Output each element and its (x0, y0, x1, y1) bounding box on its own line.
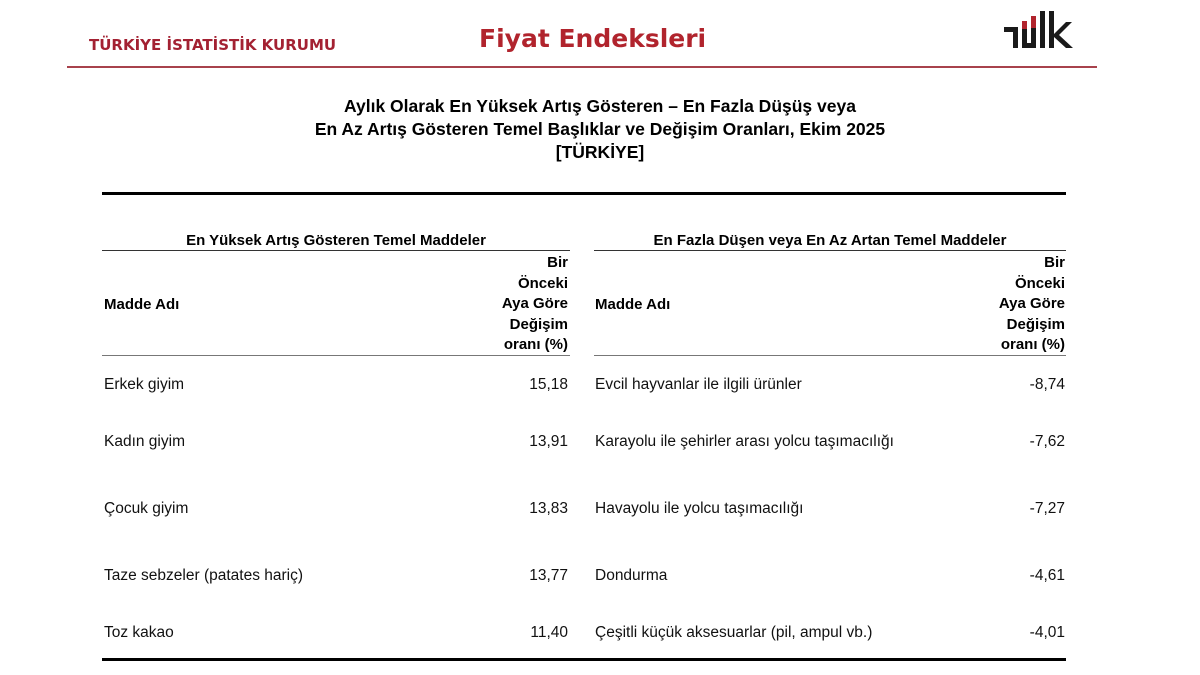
table-row-name: Evcil hayvanlar ile ilgili ürünler (595, 376, 802, 393)
table-row-value: -4,01 (1029, 624, 1065, 641)
title-line-2: En Az Artış Gösteren Temel Başlıklar ve Değişim Oranları, Ekim 2025 (314, 119, 886, 139)
table-row-name: Çocuk giyim (104, 500, 189, 517)
top-table-rule (102, 192, 1066, 195)
table-row-name: Dondurma (595, 567, 668, 584)
table-row-value: -7,62 (1029, 433, 1065, 450)
bottom-table-rule (102, 658, 1066, 661)
table-row-name: Erkek giyim (104, 376, 185, 393)
title-line-1: Aylık Olarak En Yüksek Artış Gösteren – En Fazla Düşüş veya (344, 96, 856, 116)
org-name: TÜRKİYE İSTATİSTİK KURUMU (89, 36, 337, 54)
page-title: Fiyat Endeksleri (479, 24, 707, 53)
table-row-value: 13,83 (529, 500, 568, 517)
right-section-rule (594, 250, 1066, 251)
table-row-name: Toz kakao (104, 624, 174, 641)
table-row-value: 11,40 (530, 624, 568, 641)
table-row-name: Çeşitli küçük aksesuarlar (pil, ampul vb.) (595, 624, 873, 641)
right-section-title: En Fazla Düşen veya En Az Artan Temel Maddeler (653, 232, 1007, 249)
header-divider (67, 66, 1097, 68)
table-row-value: -8,74 (1029, 376, 1065, 393)
table-row-value: 15,18 (529, 376, 568, 393)
table-row-name: Taze sebzeler (patates hariç) (104, 567, 304, 584)
tuik-logo-icon (1002, 10, 1074, 50)
table-row-value: 13,77 (529, 567, 568, 584)
table-row-value: -7,27 (1029, 500, 1065, 517)
table-row-name: Havayolu ile yolcu taşımacılığı (595, 500, 804, 517)
left-section-title: En Yüksek Artış Gösteren Temel Maddeler (186, 232, 486, 249)
table-row-value: 13,91 (529, 433, 568, 450)
right-col-header-name: Madde Adı (595, 296, 671, 313)
right-header-rule (594, 355, 1066, 356)
left-col-header-name: Madde Adı (104, 296, 180, 313)
title-line-3: [TÜRKİYE] (555, 142, 645, 162)
table-row-value: -4,61 (1029, 567, 1065, 584)
table-row-name: Kadın giyim (104, 433, 185, 450)
left-col-header-value: Bir Önceki Aya Göre Değişim oranı (%) (501, 254, 568, 354)
right-col-header-value: Bir Önceki Aya Göre Değişim oranı (%) (998, 254, 1065, 354)
left-header-rule (102, 355, 570, 356)
table-row-name: Karayolu ile şehirler arası yolcu taşımacılığı (595, 433, 894, 450)
left-section-rule (102, 250, 570, 251)
document-title (200, 95, 1000, 164)
